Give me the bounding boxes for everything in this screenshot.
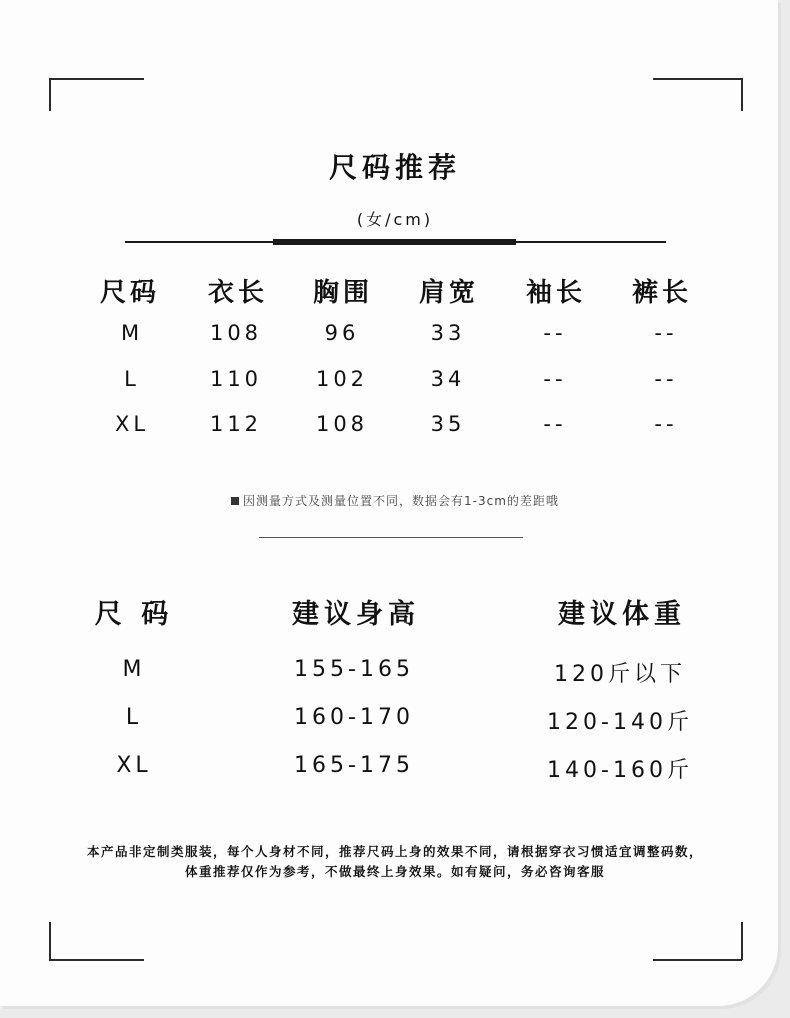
fit-cell: 140-160斤 bbox=[547, 758, 693, 783]
measure-cell: XL bbox=[114, 412, 150, 436]
measure-cell: -- bbox=[654, 412, 678, 436]
measure-header-sleeve: 袖长 bbox=[525, 278, 587, 308]
measure-cell: 112 bbox=[209, 412, 263, 436]
disclaimer-line-1: 本产品非定制类服装，每个人身材不同，推荐尺码上身的效果不同，请根据穿衣习惯适宜调整码数， bbox=[86, 844, 703, 859]
measure-cell: -- bbox=[543, 367, 567, 391]
page-title: 尺码推荐 bbox=[328, 151, 461, 184]
measure-header-pants: 裤长 bbox=[631, 278, 693, 308]
fit-cell: XL bbox=[116, 753, 152, 778]
square-bullet-icon bbox=[231, 497, 239, 505]
measure-header-length: 衣长 bbox=[207, 278, 269, 308]
measure-cell: M bbox=[120, 321, 144, 345]
measure-cell: 34 bbox=[430, 367, 466, 391]
measure-cell: 102 bbox=[315, 367, 369, 391]
measure-cell: 33 bbox=[430, 321, 466, 345]
fit-cell: 155-165 bbox=[294, 657, 414, 682]
fit-cell: M bbox=[122, 657, 146, 682]
fit-header-weight: 建议体重 bbox=[558, 599, 686, 630]
measure-header-bust: 胸围 bbox=[312, 278, 374, 308]
fit-cell: 120-140斤 bbox=[547, 710, 693, 735]
measure-cell: 108 bbox=[315, 412, 369, 436]
fit-header-height: 建议身高 bbox=[292, 599, 420, 630]
measure-header-shoulder: 肩宽 bbox=[418, 278, 480, 308]
disclaimer-line-2: 体重推荐仅作为参考，不做最终上身效果。如有疑问，务必咨询客服 bbox=[184, 864, 605, 879]
measure-cell: 108 bbox=[209, 321, 263, 345]
measure-cell: L bbox=[124, 367, 140, 391]
title-divider-accent bbox=[273, 239, 516, 245]
fit-cell: 160-170 bbox=[294, 705, 414, 730]
measure-cell: -- bbox=[654, 321, 678, 345]
measurement-note bbox=[0, 492, 790, 509]
measure-cell: 35 bbox=[430, 412, 466, 436]
measure-header-size: 尺码 bbox=[99, 278, 161, 308]
measure-cell: -- bbox=[543, 412, 567, 436]
fit-cell: L bbox=[125, 705, 143, 730]
fit-cell: 165-175 bbox=[294, 753, 414, 778]
page-subtitle: (女/cm) bbox=[356, 210, 434, 229]
measure-cell: -- bbox=[654, 367, 678, 391]
measure-cell: 96 bbox=[324, 321, 360, 345]
measurement-note-text: 因测量方式及测量位置不同，数据会有1-3cm的差距哦 bbox=[243, 494, 559, 508]
fit-header-size: 尺 码 bbox=[94, 599, 174, 630]
measure-cell: -- bbox=[543, 321, 567, 345]
section-divider bbox=[259, 537, 523, 538]
fit-cell: 120斤以下 bbox=[554, 662, 686, 687]
measure-cell: 110 bbox=[209, 367, 263, 391]
